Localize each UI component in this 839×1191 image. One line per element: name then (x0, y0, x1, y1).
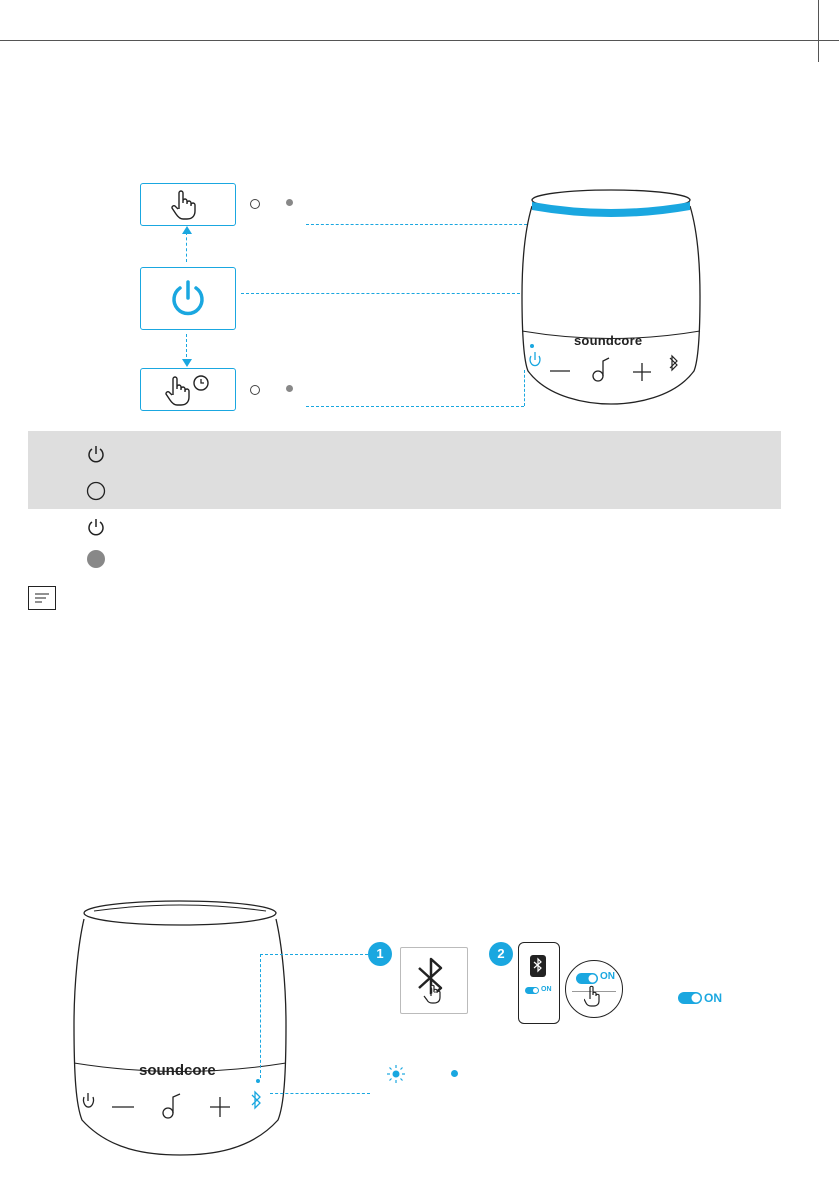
speaker-logo: soundcore (574, 333, 643, 348)
hand-hold-timer-icon (165, 373, 215, 407)
arrow-down-head (182, 359, 192, 367)
bluetooth-press-box (400, 947, 468, 1014)
connector-line (260, 954, 368, 955)
arrow-up-head (182, 226, 192, 234)
bluetooth-icon (413, 954, 457, 1008)
short-press-box (140, 183, 236, 226)
connector-line (306, 406, 524, 407)
arrow-down (186, 334, 187, 362)
led-off-icon (250, 385, 260, 395)
led-on-icon (286, 385, 293, 392)
connector-line (241, 293, 530, 294)
led-off-icon (250, 199, 260, 209)
led-off-icon (86, 481, 106, 501)
toggle-on-icon (678, 992, 702, 1004)
power-icon (86, 517, 106, 537)
zoom-bubble (565, 960, 623, 1018)
toggle-on-label: ON (541, 986, 552, 993)
power-icon (167, 278, 209, 320)
long-press-box (140, 368, 236, 411)
step-1-badge: 1 (368, 942, 392, 966)
crop-line-horizontal (0, 40, 839, 41)
note-icon (28, 586, 56, 610)
power-button-box (140, 267, 236, 330)
toggle-on-label: ON (600, 971, 615, 982)
bluetooth-icon (530, 955, 546, 977)
connector-line (306, 224, 532, 225)
led-on-icon (86, 549, 106, 569)
step-2-badge: 2 (489, 942, 513, 966)
toggle-on-icon (525, 987, 539, 994)
phone-icon (518, 942, 560, 1024)
hand-press-icon (169, 189, 199, 221)
hand-press-icon (584, 983, 604, 1009)
crop-line-vertical (818, 0, 819, 62)
table-header-band (28, 431, 781, 509)
led-on-icon (451, 1070, 458, 1077)
toggle-on-label: ON (704, 991, 722, 1005)
speaker-logo: soundcore (139, 1062, 216, 1079)
led-on-icon (286, 199, 293, 206)
arrow-up (186, 232, 187, 262)
connector-line (270, 1093, 370, 1094)
connector-line (260, 954, 261, 1078)
blink-icon (386, 1064, 406, 1084)
speaker-illustration (518, 186, 704, 408)
speaker-illustration (70, 895, 290, 1157)
power-icon (86, 444, 106, 464)
